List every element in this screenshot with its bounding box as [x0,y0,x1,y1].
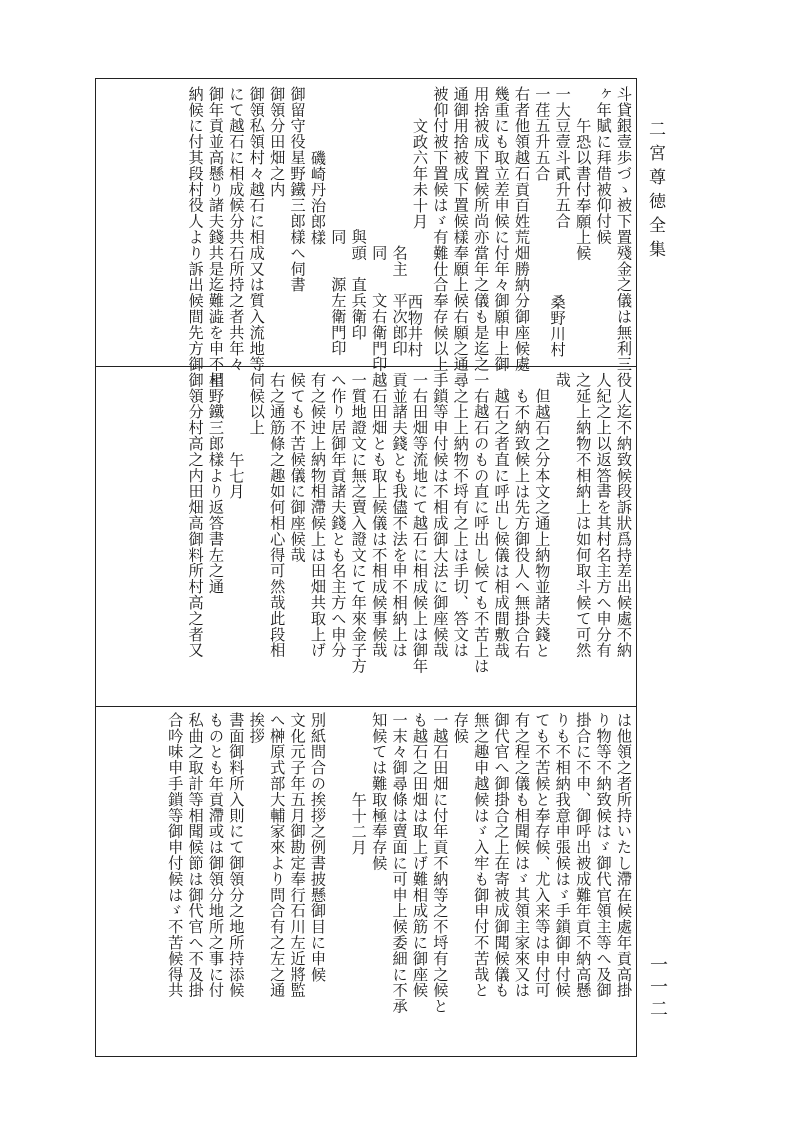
text-column [284,86,307,360]
text-column [325,229,348,360]
text-column [223,712,246,1050]
text-column [345,791,368,1051]
text-column [203,712,223,1050]
text-column [611,86,633,373]
column-text: 右者他領越石貢百姓荒畑勝納分御座候處 [512,86,531,373]
column-text: へ作り居御年貢諸夫錢とも名主方へ申分 [329,372,348,659]
column-text: へ榊原式部大輔家來より問合有之左之通 [268,712,287,999]
column-text: 同 文右衛門印 [370,245,389,373]
column-text: 無之趣申越候はゞ入牢も御申付不苦哉と [472,712,491,999]
column-text: 幾重にも取立差申候に付年々御願申上御 [492,86,511,373]
column-text: 與頭 直兵衛印 [349,229,368,341]
column-text: 御領私領村々越石に相成又は質入流地等 [247,86,266,373]
text-column [447,712,470,1050]
text-column [611,712,631,1050]
text-column [468,372,491,700]
text-column [386,372,409,700]
text-column [366,372,389,700]
column-text: 右之通筋條之趣如何相心得可然哉此段相 [268,372,287,659]
column-text: 御代官へ御掛合之上在寄被成御聞候儀も [492,712,511,999]
text-column [468,86,491,373]
column-text: 掛合に不申、御呼出被成難年貢不納高懸 [574,712,593,999]
text-column [366,245,389,373]
text-column [529,712,552,1050]
text-column [203,372,223,700]
column-text: りも不相納我意申張候はゞ手鎖御申付候 [553,712,572,999]
text-column [182,86,205,373]
column-text: にて越石に相成候分共石所持之者共年々 [227,86,246,373]
column-text: 納候に付其段村役人より訴出候間先方御 [186,86,205,373]
text-column [203,86,225,389]
column-text: 合吟味申手鎖等御申付候はゞ不苦候得共 [166,712,185,999]
text-column [611,372,631,700]
text-column [427,372,450,700]
column-text: 存候 [451,712,470,744]
text-column [162,712,185,1050]
column-text: 一越石田畑に付年貢不納等之不埒有之候と [431,712,450,1015]
text-column [223,451,246,701]
text-column [243,86,266,373]
text-column [264,372,287,700]
text-column [529,86,552,360]
text-column [488,387,511,700]
text-column [548,86,572,360]
column-text: 但越石之分本文之通上納物並諸夫錢と [533,387,552,659]
column-text: 星野鐵三郎樣より返答書左之通 [206,372,225,595]
column-text: 御領分村高之内田畑高御料所村高之者又 [186,372,205,659]
column-text: 私曲之取計等相聞候節は御代官へ不及掛 [186,712,205,999]
text-column [570,117,593,360]
column-text: 磯崎丹治郎樣 [308,149,327,245]
text-column [325,712,345,1050]
running-header-title: 二宮尊徳全集 [645,120,665,264]
text-column [386,245,409,360]
column-text: り物等不納致候はゞ御代官領主等へ及御 [594,712,613,999]
column-text: 午七月 [227,451,246,500]
text-column [488,712,511,1050]
text-column [447,372,470,700]
text-column [407,712,427,1050]
text-column [509,86,531,373]
frame-left-border [95,78,96,1057]
column-trailing-text: 西物井村 [405,294,424,358]
column-text: 文政六年未十月 [410,117,429,230]
text-column [305,372,325,700]
text-column [570,712,593,1050]
text-column [284,712,307,1050]
text-column [590,86,613,360]
column-text: 貢並諸夫錢とも我儘不法を申不相納上は [390,372,409,659]
column-text: 挨拶 [247,712,266,744]
frame-right-border [636,78,637,1057]
text-column [305,150,325,360]
text-column [447,86,470,373]
column-text: 有之程之儀も相聞候はゞ其領主家來又は [512,712,531,999]
column-text: 一右田畑等流地にて越石に相成候上は御年 [410,372,429,675]
column-text: 越石田畑とも取上候儀は不相成候事候哉 [370,372,389,659]
column-text: ても不苦候と奉存候、尤入来等は申付可 [533,712,552,999]
text-column [427,712,450,1050]
text-column [529,387,552,700]
text-column [590,372,613,700]
column-text: 一大豆壹斗貳升五合 [553,86,572,230]
column-text: 一右越石のもの直に呼出し候ても不苦上は [472,372,491,675]
text-column [509,388,529,700]
text-column [549,712,572,1050]
column-text: 尋之上上納物不埒有之上は手切、答文は [451,372,470,659]
text-column [264,712,287,1050]
text-column [427,86,450,373]
text-column [284,372,307,700]
column-text: 手鎖等申付候は不相成御大法に御座候哉 [431,372,450,659]
column-text: ものとも年貢滯或は御領分地所之事に付 [206,712,225,999]
column-text: 越石之者直に呼出し候儀は相成間敷哉 [492,387,511,659]
column-text: 文化元子年五月御勘定奉行石川左近將監 [288,712,307,999]
frame-top-border [95,78,637,79]
text-column [407,118,427,360]
column-text: も越石之田畑は取上げ難相成筋に御座候 [410,712,429,999]
column-text: 人紀之上以返答書を其村名主方へ申分有 [594,372,613,659]
text-column [468,712,491,1050]
column-text: 名主 平次郎印 [390,245,409,357]
text-column [305,712,325,1050]
text-column [325,372,348,700]
column-text: 通御用捨被成下置候樣奉願上候右願之通 [451,86,470,373]
column-text: 役人迄不納致候段訴狀爲持差出候處不納 [614,372,633,659]
column-text: 午恐以書付奉願上候 [574,117,593,261]
column-text: も不納致候上は先方御役人へ無掛合右 [512,387,531,659]
text-column [488,86,511,373]
text-column [243,372,266,700]
column-text: 御領分田畑之内 [268,86,287,198]
column-text: 同 源左衛門印 [329,229,348,357]
column-text: 書面御料所入則にて御領分之地所持添候 [227,712,246,999]
text-column [223,86,246,373]
column-text: 別紙問合の挨拶之例書披懸御目に申候 [308,712,327,983]
text-column [386,712,409,1050]
text-column [345,229,368,360]
column-text: 伺候以上 [247,372,266,436]
text-column [509,712,529,1050]
panel-divider-lower [95,706,637,707]
text-column [345,372,368,700]
text-column [407,372,427,700]
text-column [264,86,287,360]
column-text: 一末々御尋條は賣面に可申上候委細に不承 [390,712,409,1015]
column-text: は他領之者所持いたし滯在候處年貢高掛 [614,712,633,999]
text-column [590,712,613,1050]
text-column [549,372,572,700]
column-text: ヶ年賦に拜借被仰付候 [594,86,613,245]
column-text: 一荏五升五合 [533,86,552,182]
column-text: 之延上納物不相納上は如何取斗候て可然 [574,372,593,659]
text-column [182,712,205,1050]
column-text: 知候ては難取極奉存候 [370,712,389,871]
column-text: 一質地證文に無之賣入證文にて年來金子方 [349,372,368,675]
text-column [570,372,593,700]
column-text: 御留守役星野鐵三郎樣へ伺書 [288,86,307,293]
frame-bottom-border [95,1056,637,1057]
column-text: 用捨被成下置候所尚亦當年之儀も是迄之 [472,86,491,373]
column-text: 午十二月 [349,791,368,856]
column-text: 候ても不苦候儀に御座候哉 [288,372,307,563]
panel-divider-upper [95,366,637,367]
column-text: 哉 [553,372,572,388]
column-text: 斗貸銀壹歩づゝ被下置殘金之儀は無利三 [614,86,633,373]
text-column [243,712,266,1050]
page-number: 一一二 [647,955,668,1021]
column-text: 有之候迚上納物相滯候上は田畑共取上げ [308,372,327,659]
text-column [366,712,389,1050]
column-text: 被仰付被下置候はゞ有難仕合奉存候以上 [431,86,450,373]
column-trailing-text: 桑野川村 [548,294,567,358]
text-column [182,372,205,700]
column-text: 御年貢並高懸り諸夫錢共是迄難澁を申不相 [206,86,225,389]
